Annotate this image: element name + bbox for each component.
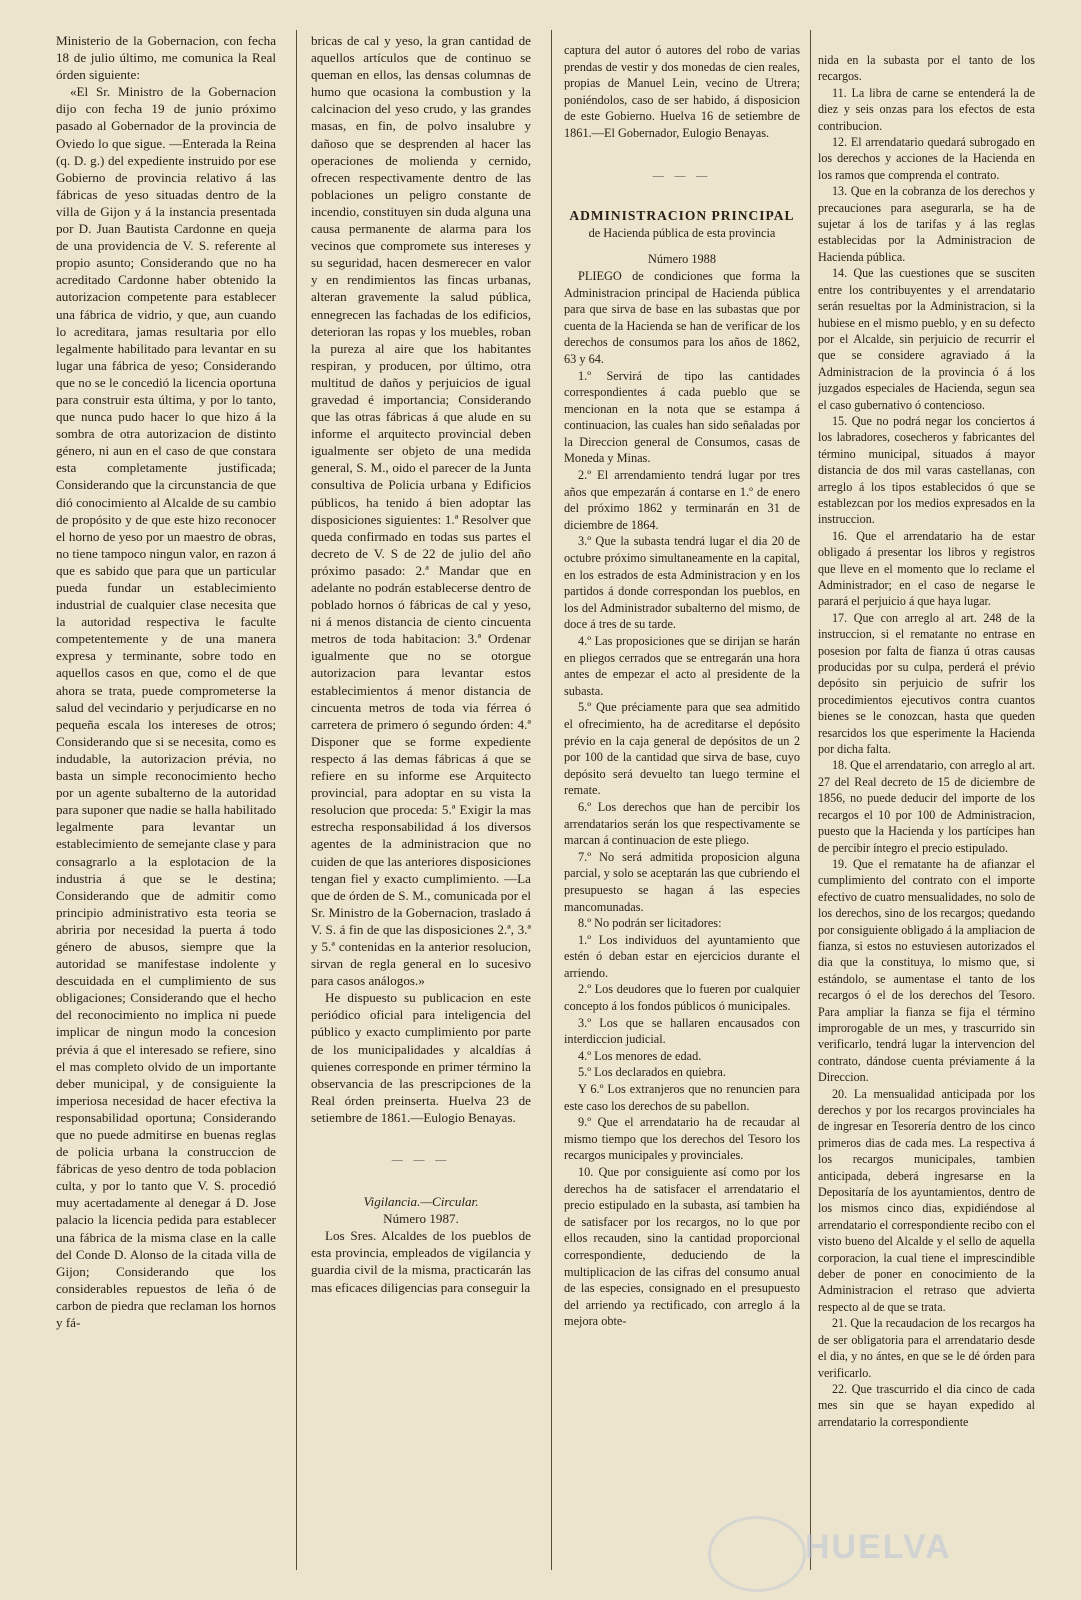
- condition-item: 21. Que la recaudacion de los recargos ha de ser obligatoria para el arrendatario desde el dia, y no ántes, en que se le dé órden para verificarlo.: [818, 1316, 1035, 1380]
- paragraph: captura del autor ó autores del robo de varias prendas de vestir y dos monedas de cien reales, propias de Manuel Lein, vecino de Utrera; poniéndolos, caso de ser habido, á disposicion de este Gobierno. Huelva 16 de setiembre de 1861.—El Gobernador, Eulogio Benayas.: [564, 43, 800, 140]
- condition-item: 14. Que las cuestiones que se susciten entre los contribuyentes y el arrendatario serán resueltas por la Administracion, si la hubiese en el mismo pueblo, y en su defecto por el Alcalde, sin perjuicio de recurrir el que se considere agraviado á la Administracion de la provincia ó á los juzgados especiales de Hacienda, segun sea el caso gubernativo ó contencioso.: [818, 266, 1035, 412]
- condition-item: 8.º No podrán ser licitadores:: [578, 916, 722, 931]
- condition-item: 19. Que el rematante ha de afianzar el cumplimiento del contrato con el importe efectivo de cuatro mensualidades, no solo de los derechos, sino de los recargos; quedando por consiguiente obligado á la ampliacion de fianza, si estos no estuviesen autorizados el dia que la constituya, lo mismo que, si estándolo, se aumentase el tanto de los recargos ó el de los derechos del Tesoro. Para ampliar la fianza se fija el término improrogable de un mes, y trascurrido sin verificarlo, tendrá lugar la intervencion del contrato, dándose cuenta préviamente á la Direccion.: [818, 856, 1035, 1085]
- condition-item: nida en la subasta por el tanto de los recargos.: [818, 53, 1035, 84]
- column-rule: [551, 30, 552, 1570]
- section-subheading: de Hacienda pública de esta provincia: [588, 225, 776, 240]
- condition-item: 5.º Los declarados en quiebra.: [578, 1065, 726, 1080]
- column-1: [56, 32, 276, 1590]
- condition-item: 18. Que el arrendatario, con arreglo al art. 27 del Real decreto de 15 de diciembre de 1856, no puede deducir del importe de los recargos el 10 por 100 de Administracion, puesto que la Hacienda y los partícipes han de percibir íntegro el precio estipulado.: [818, 758, 1035, 855]
- section-header: [564, 208, 800, 241]
- condition-item: 6.º Los derechos que han de percibir los arrendatarios serán los que respectivamente se marcan á continuacion de este pliego.: [564, 799, 800, 848]
- column-rule: [810, 30, 811, 1570]
- column-rule: [296, 30, 297, 1570]
- section-number: Número 1988: [648, 252, 716, 267]
- condition-list: [818, 52, 1035, 1430]
- condition-item: 5.º Que préciamente para que sea admitido el ofrecimiento, ha de acreditarse el depósito prévio en la caja general de depósitos de un 2 por 100 de la cantidad que sirva de base, cuyo depósito será devuelto tan luego termine el remate.: [564, 700, 800, 798]
- condition-item: 22. Que trascurrido el dia cinco de cada mes sin que se hayan expedido al arrendatario la correspondiente: [818, 1381, 1035, 1429]
- paragraph: bricas de cal y yeso, la gran cantidad de aquellos artículos que de continuo se queman en ellos, las densas columnas de humo que ocasiona la combustion y la calcinacion del yeso crudo, y las grandes masas, en fin, de polvo insalubre y dañoso que se desprenden al hacer las operaciones de molienda y cernido, ofrecen respectivamente dentro de las poblaciones un peligro constante de incendio, constituyen sin duda alguna una causa permanente de alarma para los vecinos que compromete sus intereses y su seguridad, hacen desmerecer en valor y en rendimientos las fincas urbanas, alteran gravemente la salud pública, ennegrecen las fachadas de los edificios, deterioran las ropas y los muebles, roban la pureza al aire que los habitantes respiran, y producen, por último, otra multitud de daños y perjuicios de igual gravedad é importancia; Considerando que las otras fábricas á que alude en su informe el arquitecto provincial deben igualmente ser objeto de una medida general, S. M., oido el parecer de la Junta consultiva de Policia urbana y Edificios públicos, ha tenido á bien adoptar las disposiciones siguientes: 1.ª Resolver que queda confirmado en todas sus partes el decreto de V. S de 22 de julio del año próximo pasado: 2.ª Mandar que en adelante no podrán establecerse dentro de poblado hornos ó fábricas de cal y yeso, ni á menos distancia de ciento cincuenta metros de toda habitacion: 3.ª Ordenar igualmente que no se otorgue autorizacion para levantar estos establecimientos á menor distancia de cincuenta metros de toda via férrea ó carretera de primero ó segundo órden: 4.ª Disponer que se forme expediente respecto á las demas fábricas á que se refiere en su informe ese Arquitecto provincial, para adoptar en su vista la resolucion que proceda: 5.ª Exigir la mas estrecha responsabilidad á los diversos agentes de la administracion que no cuiden de que las anteriores disposiciones tengan fiel y exacto cumplimiento. —La que de órden de S. M., comunicada por el Sr. Ministro de la Gobernacion, traslado á V. S. á fin de que las disposiciones 2.ª, 3.ª y 5.ª contenidas en la anterior resolucion, sirvan de regla general en lo sucesivo para casos análogos.»: [311, 33, 531, 989]
- condition-item: Y 6.º Los extranjeros que no renuncien para este caso los derechos de su pabellon.: [564, 1082, 800, 1113]
- section-heading: ADMINISTRACION PRINCIPAL: [569, 208, 795, 224]
- condition-item: 7.º No será admitida proposicion alguna parcial, y solo se aceptarán las que cubriendo el presupuesto se hagan á las especies mancomunadas.: [564, 849, 800, 914]
- condition-item: 2.º Los deudores que lo fueren por cualquier concepto á los fondos públicos ó municipales.: [564, 982, 800, 1014]
- condition-item: 9.º Que el arrendatario ha de recaudar al mismo tiempo que los derechos del Tesoro los recargos municipales y provinciales.: [564, 1115, 800, 1163]
- condition-item: 3.º Los que se hallaren encausados con interdiccion judicial.: [564, 1015, 800, 1047]
- watermark: HUELVA: [805, 1528, 952, 1566]
- condition-item: 11. La libra de carne se entenderá la de diez y seis onzas para los efectos de esta contribucion.: [818, 85, 1035, 133]
- condition-list: [564, 368, 800, 1330]
- column-4: [818, 52, 1035, 1590]
- condition-item: 2.º El arrendamiento tendrá lugar por tres años que empezarán á contarse en 1.º de enero del próximo 1862 y terminarán en 31 de diciembre de 1864.: [564, 468, 800, 532]
- section-separator: — — —: [652, 169, 712, 182]
- condition-item: 4.º Las proposiciones que se dirijan se harán en pliegos cerrados que se entregarán una hora antes de empezar el acto al presidente de la subasta.: [564, 634, 800, 698]
- condition-item: 16. Que el arrendatario ha de estar obligado á presentar los libros y registros que lleve en el momento que lo reclame el Administrador; en el caso de negarse le parará el perjuicio á que haya lugar.: [818, 528, 1035, 609]
- condition-item: 1.º Los individuos del ayuntamiento que estén ó deban estar en ejercicios durante el arriendo.: [564, 932, 800, 980]
- column-3: [564, 42, 800, 1590]
- condition-item: 15. Que no podrá negar los conciertos á los labradores, cosecheros y fabricantes del término municipal, situados á mayor distancia de dos mil varas castellanas, con arreglo á los tipos establecidos ó que se establezcan por los medios expresados en la instruccion.: [818, 413, 1035, 527]
- condition-item: 12. El arrendatario quedará subrogado en los derechos y acciones de la Hacienda en los ramos que comprenda el contrato.: [818, 135, 1035, 182]
- section-heading: Vigilancia.—Circular.: [363, 1194, 479, 1210]
- condition-item: 1.º Servirá de tipo las cantidades correspondientes á cada pueblo que se mencionan en la nota que se estampa á continuacion, las cuales han sido señaladas por la Direccion general de Consumos, casas de Moneda y Minas.: [564, 368, 800, 466]
- paragraph: He dispuesto su publicacion en este periódico oficial para inteligencia del público y exacto cumplimiento por parte de los municipalidades y alcaldías á quienes corresponde en primer término la observancia de las prescripciones de la Real órden preinserta. Huelva 23 de setiembre de 1861.—Eulogio Benayas.: [311, 990, 531, 1125]
- column-2: [311, 32, 531, 1590]
- section-number: Número 1987.: [383, 1211, 459, 1227]
- paragraph: Ministerio de la Gobernacion, con fecha 18 de julio último, me comunica la Real órden siguiente:: [56, 33, 276, 83]
- condition-item: 3.º Que la subasta tendrá lugar el dia 20 de octubre próximo simultaneamente en la capital, en los estrados de esta Administracion y en los partidos á donde correspondan los pueblos, en los del Administrador subalterno del mismo, de doce á tres de su tarde.: [564, 534, 800, 632]
- paragraph: «El Sr. Ministro de la Gobernacion dijo con fecha 19 de junio próximo pasado al Gobernador de la provincia de Oviedo lo que sigue. —Enterada la Reina (q. D. g.) del expediente instruido por ese Gobierno de provincia relativo á las fábricas de yeso situadas dentro de la villa de Gijon y á la instancia presentada por D. Juan Bautista Cardonne en queja de una providencia de V. S. referente al propio asunto; Considerando que no ha acreditado Cardonne haber obtenido la autorizacion competente para establecer una fábrica de vidrio, y que, aun cuando lo acreditara, jamas resultaria por ello legalmente habilitado para levantar en su lugar una fábrica de yeso; Considerando que no se le concedió la licencia oportuna para construir esta última, y por lo tanto, que nunca pudo hacer lo que hizo á la sombra de otra autorizacion de distinto género, ni aun en el caso de que constara esta completamente justificada; Considerando que la circunstancia de que dió conocimiento al Alcalde de su cambio de propósito y de que este hizo reconocer el horno de yeso por un maestro de obras, no tiene tampoco ningun valor, en razon á que es sabido que para que un particular pueda fundar un establecimiento industrial de cualquier clase necesita que la autoridad respectiva le faculte competentemente y de una manera expresa y terminante, sobre todo en aquellos casos en que, como el de que ahora se trata, puede comprometerse la salud del vecindario y perjudicarse en no pequeña escala los intereses de otros; Considerando que si se necesita, como es indudable, la autorizacion prévia, no basta un simple reconocimiento hecho por un agente subalterno de la autoridad para suponer que nadie se halla habilitado legalmente para levantar un establecimiento de semejante clase y para consagrarlo a la esplotacion de la industria á que se le destina; Considerando que de admitir como principio administrativo esta teoria se abriria por necesidad la puerta á todo género de abusos, siempre que la autoridad se manifestase indolente y descuidada en el cumplimiento de sus obligaciones; Considerando que el hecho del reconocimiento no implica ni puede implicar de ningun modo la concesion prévia á que el interesado se refiere, sino el mas completo olvido de un importante deber municipal, y de consiguiente la imperiosa necesidad de hacer efectiva la responsabilidad oportuna; Considerando que no puede admitirse en buenas reglas de policia urbana la construccion de fábricas de yeso dentro de toda poblacion culta, y por lo tanto que V. S. procedió muy acertadamente al denegar á D. Jose palacio la licencia pedida para establecer una fábrica de la misma clase en la calle del Conde D. Alonso de la citada villa de Gijon; Considerando que los considerables repuestos de leña ó de carbon de piedra que reclaman los hornos y fá-: [56, 84, 276, 1331]
- condition-item: 10. Que por consiguiente así como por los derechos ha de satisfacer el arrendatario el precio estipulado en la subasta, así tambien ha de satisfacer por los recargos, no lo que por ellos recauden, sino la cantidad proporcional correspondiente, deduciendo de la multiplicacion de las cifras del consumo anual de las especies, consignado en el presupuesto del arriendo ya rectificado, con arreglo á la mejora obte-: [564, 1165, 800, 1329]
- condition-item: 17. Que con arreglo al art. 248 de la instruccion, si el rematante no entrase en posesion por falta de fianza ú otras causas producidas por su culpa, perderá el prévio depósito sin perjuicio de sufrir los procedimientos ejecutivos contra cuantos bienes se le conozcan, hasta que queden resarcidos los que esperimente la Hacienda por dicha falta.: [818, 610, 1035, 757]
- library-stamp: [708, 1516, 806, 1592]
- condition-item: 13. Que en la cobranza de los derechos y precauciones para asegurarla, se ha de sujetar á los de tarifas y á las reglas establecidas por la Administracion de Hacienda pública.: [818, 184, 1035, 264]
- condition-item: 4.º Los menores de edad.: [578, 1048, 702, 1063]
- pliego-title: PLIEGO de condiciones que forma la Administracion principal de Hacienda pública para que sirva de base en las subastas que por cuenta de la Hacienda se han de verificar de los derechos de consumos para los años de 1862, 63 y 64.: [564, 268, 800, 366]
- condition-item: 20. La mensualidad anticipada por los derechos y por los recargos provinciales ha de ingresar en Tesorería dentro de los cinco primeros dias de cada mes. La respectiva á los recargos municipales, tambien anticipada, deberá ingresarse en la Depositaría de los ayuntamientos, dentro de los mismos cinco dias, expidiéndose al arrendatario el correspondiente recibo con el visto bueno del Alcalde y el sello de aquella corporacion, la cual tiene el imprescindible deber de poner en conocimiento de la Administracion el retraso que advierta respecto al de que se trata.: [818, 1086, 1035, 1314]
- paragraph: Los Sres. Alcaldes de los pueblos de esta provincia, empleados de vigilancia y guardia civil de la misma, practicarán las mas eficaces diligencias para conseguir la: [311, 1228, 531, 1295]
- section-separator: — — —: [391, 1154, 451, 1166]
